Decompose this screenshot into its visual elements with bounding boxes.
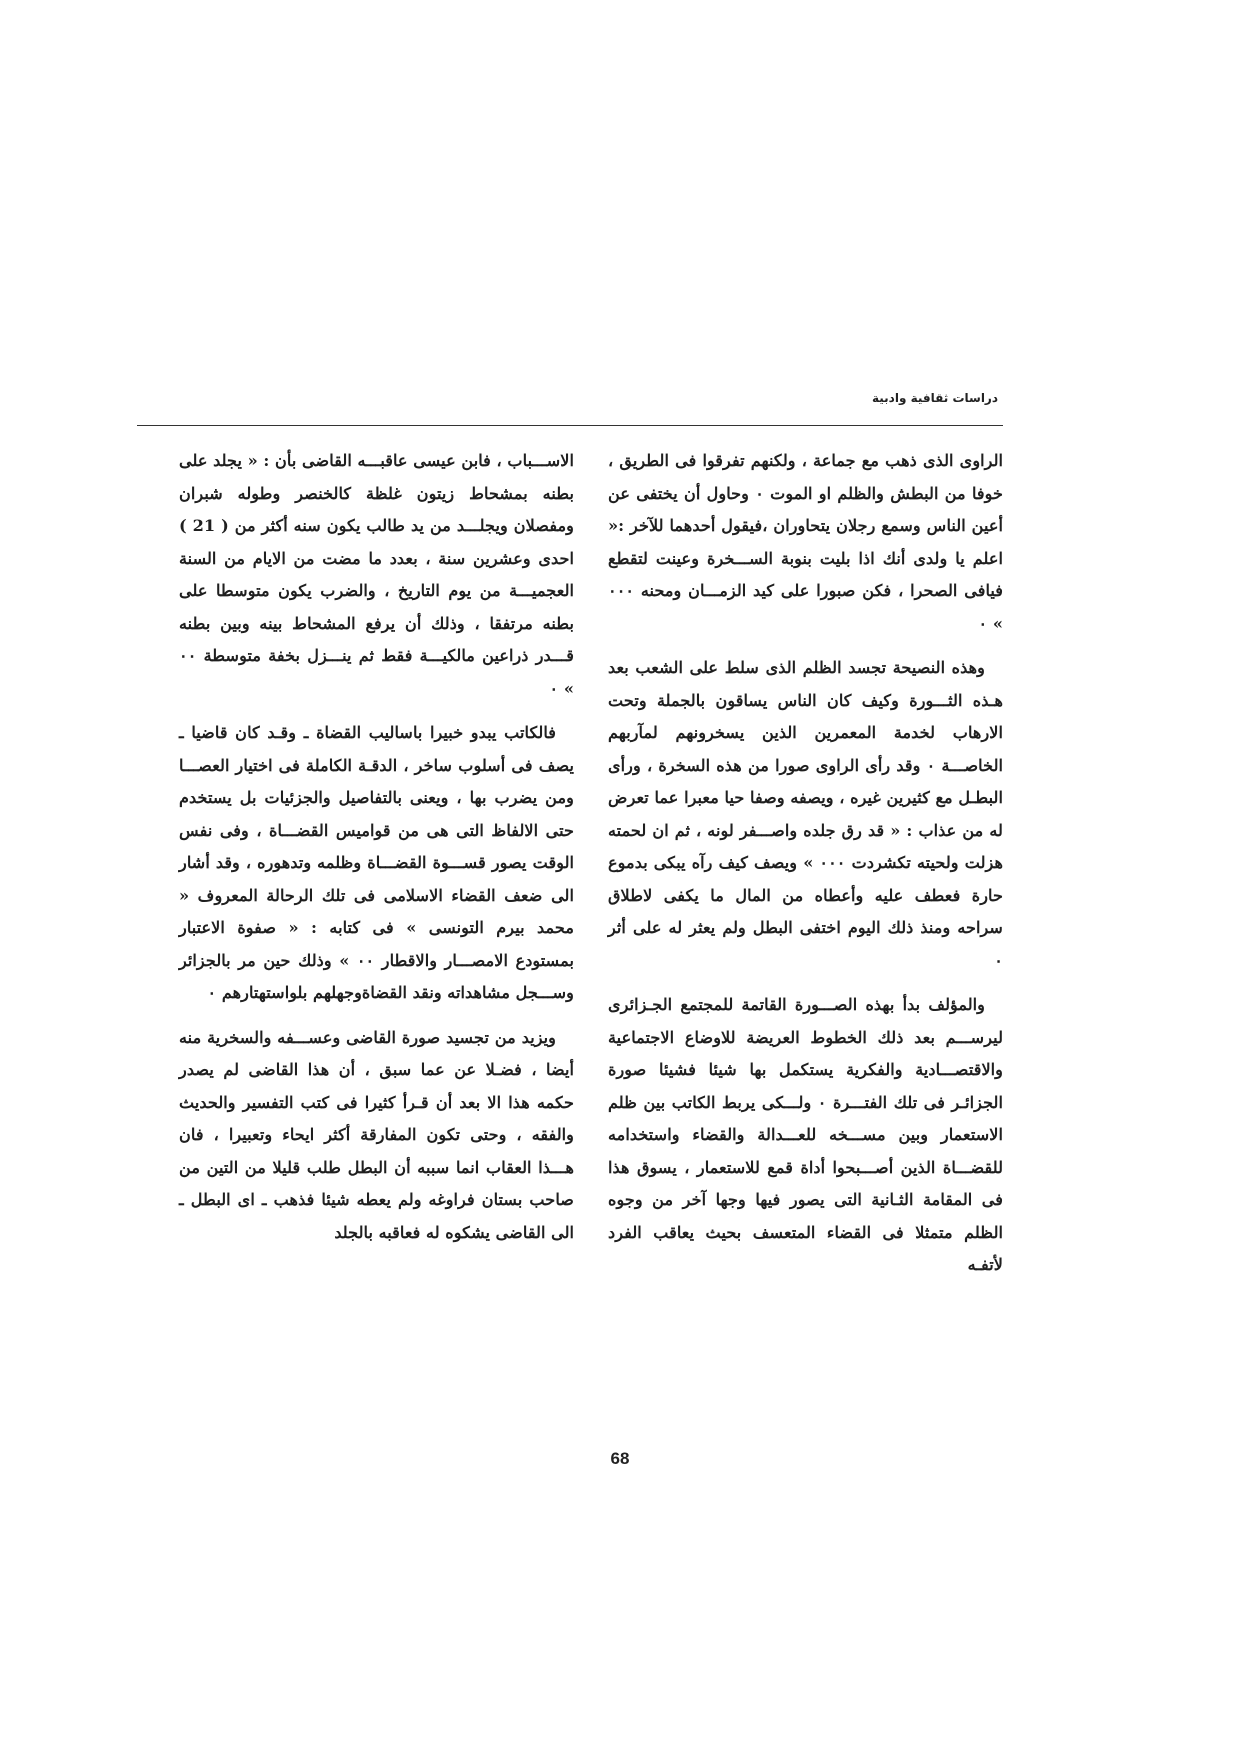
paragraph: الراوى الذى ذهب مع جماعة ، ولكنهم تفرقوا فى الطريق ، خوفا من البطش والظلم او الموت ٠ وحاول أن يختفى عن أعين الناس وسمع رجلان يتحاوران ،فيقول أحدهما للآخر :« اعلم يا ولدى أنك اذا بليت بنوبة الســـخرة وعينت لتقطع فيافى الصحرا ، فكن صبورا على كيد الزمـــان ومحنه ٠٠٠ » ٠ [608, 451, 1003, 633]
page-number: 68 [610, 1449, 630, 1468]
paragraph: فالكاتب يبدو خبيرا باساليب القضاة ـ وقـد كان قاضيا ـ يصف فى أسلوب ساخر ، الدقـة الكاملة فى اختيار العصـــا ومن يضرب بها ، ويعنى بالتفاصيل والجزئيات بل يستخدم حتى الالفاظ التى هى من قواميس القضـــاة ، وفى نفس الوقت يصور قســـوة القضـــاة وظلمه وتدهوره ، وقد أشار الى ضعف القضاء الاسلامى فى تلك الرحالة المعروف « محمد بيرم التونسى » فى كتابه : « صفوة الاعتبار بمستودع الامصـــار والاقطار ٠٠ » وذلك حين مر بالجزائر وســـجل مشاهداته ونقد القضاةوجهلهم بلواستهتارهم ٠ [179, 723, 574, 1002]
paragraph: والمؤلف بدأ بهذه الصـــورة القاتمة للمجتمع الجـزائرى ليرســـم بعد ذلك الخطوط العريضة للاوضاع الاجتماعية والاقتصـــادية والفكرية يستكمل بها شيئا فشيئا صورة الجزائـر فى تلك الفتـــرة ٠ ولـــكى يربط الكاتب بين ظلم الاستعمار وبين مســـخه للعـــدالة والقضاء واستخدامه للقضـــاة الذين أصـــبحوا أداة قمع للاستعمار ، يسوق هذا فى المقامة الثـانية التى يصور فيها وجها آخر من وجوه الظلم متمثلا فى القضاء المتعسف بحيث يعاقب الفرد لأتفـه [608, 995, 1003, 1274]
paragraph: وهذه النصيحة تجسد الظلم الذى سلط على الشعب بعد هـذه الثـــورة وكيف كان الناس يساقون بالجملة وتحت الارهاب لخدمة المعمرين الذين يسخرونهم لمآربهم الخاصـــة ٠ وقد رأى الراوى صورا من هذه السخرة ، ورأى البطـل مع كثيرين غيره ، ويصفه وصفا حيا معبرا عما تعرض له من عذاب : « قد رق جلده واصـــفر لونه ، ثم ان لحمته هزلت ولحيته تكشردت ٠٠٠ » ويصف كيف رآه يبكى بدموع حارة فعطف عليه وأعطاه من المال ما يكفى لاطلاق سراحه ومنذ ذلك اليوم اختفى البطل ولم يعثر له على أثر ٠ [608, 658, 1003, 970]
paragraph: الاســـباب ، فابن عيسى عاقبـــه القاضى بأن : « يجلد على بطنه بمشحاط زيتون غلظة كالخنصر وطوله شبران ومفصلان ويجلـــد من يد طالب يكون سنه أكثر من ( 21 ) احدى وعشرين سنة ، بعدد ما مضت من الايام من السنة العجميـــة من يوم التاريخ ، والضرب يكون متوسطا على بطنه مرتفقا ، وذلك أن يرفع المشحاط بينه وبين بطنه قـــدر ذراعين مالكيـــة فقط ثم ينـــزل بخفة متوسطة ٠٠ » ٠ [179, 451, 574, 698]
header-rule [137, 425, 1003, 426]
paragraph: ويزيد من تجسيد صورة القاضى وعســـفه والسخرية منه أيضا ، فضـلا عن عما سبق ، أن هذا القاضى لم يصدر حكمه هذا الا بعد أن قـرأ كثيرا فى كتب التفسير والحديث والفقه ، وحتى تكون المفارقة أكثر ايحاء وتعبيرا ، فان هـــذا العقاب انما سببه أن البطل طلب قليلا من التين من صاحب بستان فراوغه ولم يعطه شيئا فذهب ـ اى البطل ـ الى القاضى يشكوه له فعاقبه بالجلد [179, 1027, 574, 1242]
right-text-column [608, 445, 1003, 1294]
running-title: دراسات ثقافية وادبية [872, 391, 998, 405]
left-text-column [179, 445, 574, 1261]
